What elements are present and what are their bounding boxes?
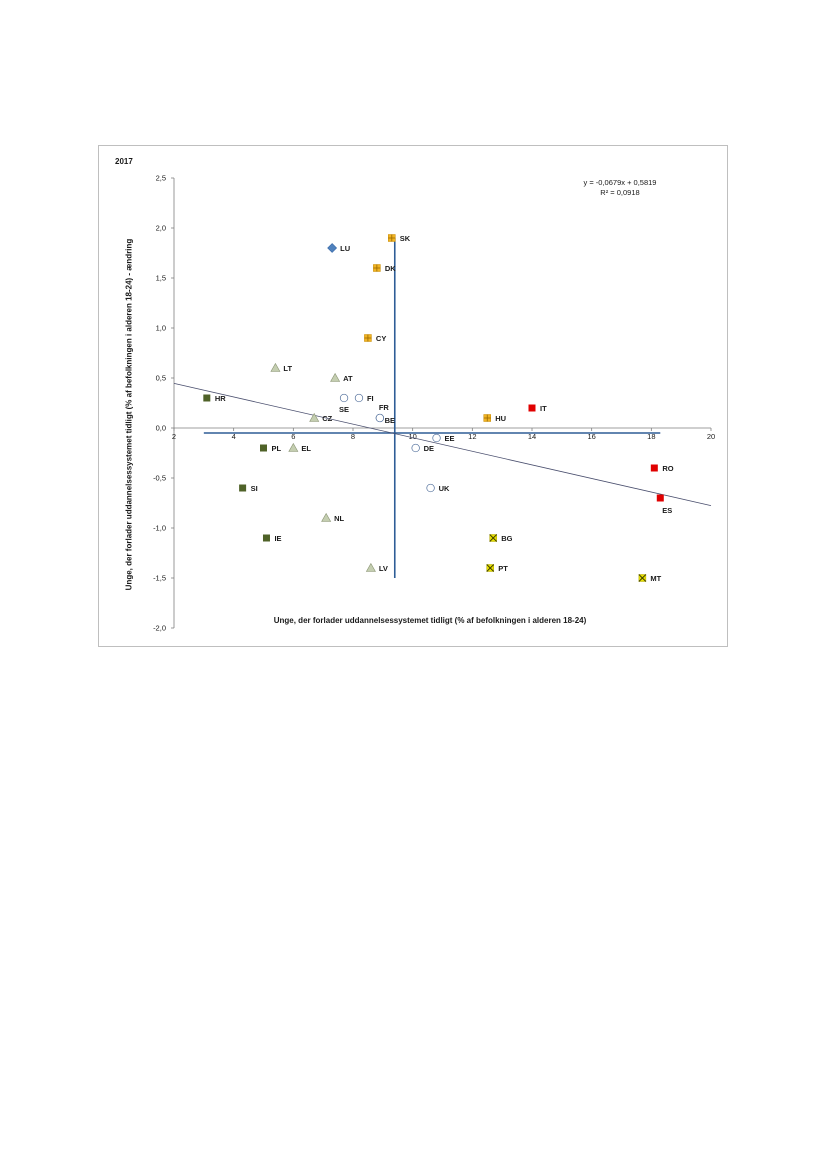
point-lt xyxy=(271,364,293,374)
axes-layer xyxy=(153,174,715,633)
point-si xyxy=(239,484,258,493)
x-tick-label: 2 xyxy=(171,432,177,441)
x-axis-title: Unge, der forlader uddannelsessystemet tidligt (% af befolkningen i alderen 18-24) xyxy=(273,616,587,625)
point-es xyxy=(657,495,673,516)
point-at xyxy=(331,374,353,384)
point-label: PT xyxy=(498,564,508,573)
y-tick-label: -1,5 xyxy=(153,573,166,583)
diamond-marker xyxy=(328,244,337,253)
point-label: BG xyxy=(501,534,513,543)
x-tick-label: 6 xyxy=(291,432,296,441)
point-label: HR xyxy=(214,394,226,403)
trendline-equation: y = -0,0679x + 0,5819 xyxy=(583,178,657,187)
y-tick-label: 2,0 xyxy=(155,223,166,233)
point-dk xyxy=(373,264,396,273)
circle-marker xyxy=(433,434,441,442)
square-marker xyxy=(239,485,246,492)
point-label: DK xyxy=(384,264,396,273)
point-label: RO xyxy=(662,464,674,473)
point-label: BE xyxy=(384,416,396,425)
square-marker xyxy=(651,465,658,472)
point-label: NL xyxy=(334,514,345,523)
circle-marker xyxy=(412,444,420,452)
square-marker xyxy=(203,395,210,402)
point-label: CY xyxy=(375,334,387,343)
y-axis-title: Unge, der forlader uddannelsessystemet tidligt (% af befolkningen i alderen 18-24) - ændring xyxy=(124,238,134,591)
x-tick-label: 4 xyxy=(231,432,236,441)
point-it xyxy=(529,404,548,413)
point-label: LV xyxy=(378,564,388,573)
y-tick-label: 0,0 xyxy=(155,423,166,433)
triangle-marker xyxy=(331,374,340,382)
point-fi xyxy=(355,394,373,403)
x-tick-label: 12 xyxy=(468,432,477,441)
point-label: SK xyxy=(399,234,411,243)
point-label: SI xyxy=(250,484,258,493)
point-cy xyxy=(364,334,386,343)
point-nl xyxy=(322,514,345,524)
point-cz xyxy=(310,414,333,424)
triangle-marker xyxy=(289,444,298,452)
point-label: IE xyxy=(274,534,282,543)
point-label: FR xyxy=(378,403,389,412)
circle-marker xyxy=(355,394,363,402)
point-pt xyxy=(487,564,509,573)
point-label: LT xyxy=(283,364,293,373)
point-label: MT xyxy=(650,574,662,583)
point-el xyxy=(289,444,312,454)
square-marker xyxy=(263,535,270,542)
point-uk xyxy=(427,484,450,493)
x-tick-label: 14 xyxy=(527,432,537,441)
circle-marker xyxy=(376,414,384,422)
x-tick-label: 8 xyxy=(350,432,356,441)
x-tick-label: 18 xyxy=(647,432,656,441)
point-label: UK xyxy=(438,484,450,493)
point-hr xyxy=(203,394,226,403)
point-de xyxy=(412,444,434,453)
y-tick-label: 1,0 xyxy=(155,323,166,333)
y-tick-label: -0,5 xyxy=(153,473,166,483)
y-tick-label: 2,5 xyxy=(155,173,166,183)
y-tick-label: -1,0 xyxy=(153,523,166,533)
reference-lines-layer xyxy=(204,238,660,578)
y-tick-label: 1,5 xyxy=(155,273,166,283)
point-label: FI xyxy=(366,394,374,403)
point-label: HU xyxy=(495,414,507,423)
triangle-marker xyxy=(322,514,331,522)
point-ee xyxy=(433,434,455,443)
point-label: AT xyxy=(343,374,353,383)
y-tick-label: 0,5 xyxy=(155,373,166,383)
y-tick-label: -2,0 xyxy=(153,623,166,633)
circle-marker xyxy=(340,394,348,402)
x-tick-label: 10 xyxy=(408,432,417,441)
point-label: PL xyxy=(271,444,282,453)
point-label: ES xyxy=(662,506,673,515)
x-tick-label: 16 xyxy=(587,432,596,441)
square-marker xyxy=(260,445,267,452)
trendline-r2: R² = 0,0918 xyxy=(600,188,640,197)
circle-marker xyxy=(427,484,435,492)
chart-year-label: 2017 xyxy=(115,157,133,166)
point-label: LU xyxy=(340,244,351,253)
triangle-marker xyxy=(366,564,375,572)
point-label: EL xyxy=(301,444,311,453)
point-se xyxy=(339,394,349,414)
point-lv xyxy=(366,564,388,574)
triangle-marker xyxy=(271,364,280,372)
point-bg xyxy=(490,534,513,543)
point-pl xyxy=(260,444,282,453)
square-marker xyxy=(657,495,664,502)
points-layer xyxy=(203,234,673,583)
point-label: CZ xyxy=(322,414,333,423)
point-sk xyxy=(388,234,411,243)
point-label: DE xyxy=(423,444,435,453)
x-tick-label: 20 xyxy=(706,432,716,441)
point-hu xyxy=(484,414,506,423)
point-label: EE xyxy=(444,434,455,443)
point-mt xyxy=(639,574,662,583)
point-lu xyxy=(328,244,351,254)
point-label: SE xyxy=(339,405,350,414)
point-label: IT xyxy=(540,404,547,413)
point-be xyxy=(376,414,395,425)
point-ie xyxy=(263,534,282,543)
square-marker xyxy=(529,405,536,412)
point-ro xyxy=(651,464,674,473)
